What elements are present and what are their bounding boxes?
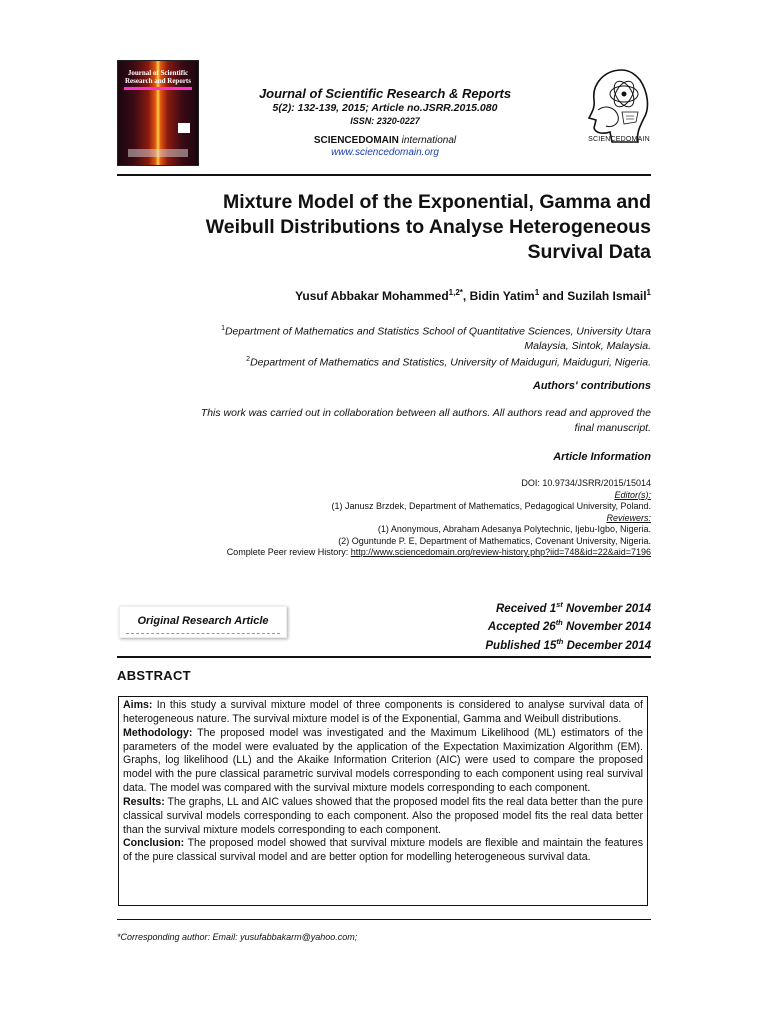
editor-entry: (1) Janusz Brzdek, Department of Mathematics, Pedagogical University, Poland. — [331, 501, 651, 511]
author-list — [117, 288, 651, 303]
date-text: Received 1 — [496, 602, 557, 615]
author-name: Bidin Yatim — [469, 289, 535, 303]
date-text: Published 15 — [485, 639, 557, 652]
journal-title: Journal of Scientific Research & Reports — [258, 86, 512, 101]
affiliation-1 — [117, 322, 651, 339]
received-date — [117, 598, 651, 616]
paper-title — [117, 190, 651, 265]
date-ordinal: th — [556, 636, 564, 646]
article-info — [117, 478, 651, 559]
footnote-divider — [117, 919, 651, 920]
published-date — [117, 635, 651, 653]
affiliation-mark: 1 — [221, 325, 225, 332]
article-info-heading: Article Information — [553, 451, 651, 463]
article-type-label: Original Research Article — [137, 615, 269, 627]
date-text: November 2014 — [562, 621, 651, 634]
doi: DOI: 10.9734/JSRR/2015/15014 — [521, 478, 651, 488]
publisher-line — [220, 134, 550, 147]
cover-band — [124, 87, 192, 90]
author-name: Yusuf Abbakar Mohammed — [295, 289, 449, 303]
paper-title-line: Weibull Distributions to Analyse Heterogeneous — [205, 216, 651, 238]
corresponding-author-footnote: *Corresponding author: Email: yusufabbakarm@yahoo.com; — [117, 932, 358, 942]
author-affiliation-mark: 1 — [534, 288, 540, 297]
paper-title-line: Survival Data — [527, 241, 651, 263]
author-separator: , — [462, 289, 470, 303]
sciencedomain-logo-icon — [582, 64, 656, 146]
affiliation-mark: 2 — [246, 355, 251, 363]
abstract-heading: ABSTRACT — [117, 668, 191, 683]
cover-emblem — [178, 123, 190, 133]
journal-header — [220, 86, 550, 159]
date-ordinal: st — [556, 600, 563, 609]
abstract-label: Aims: — [123, 699, 153, 711]
reviewer-entry: (2) Oguntunde P. E, Department of Mathematics, Covenant University, Nigeria. — [338, 535, 651, 546]
abstract-conclusion — [123, 837, 643, 865]
abstract-label: Conclusion: — [123, 837, 185, 850]
reviewer-entry: (1) Anonymous, Abraham Adesanya Polytechnic, Ijebu-Igbo, Nigeria. — [377, 524, 651, 534]
abstract-aims — [123, 699, 643, 727]
review-history-label: Complete Peer review History: — [226, 547, 351, 557]
affiliation-text: Department of Mathematics and Statistics, University of Maiduguri, Maiduguri, Nigeria. — [250, 356, 651, 368]
accepted-date — [117, 616, 651, 634]
header-divider — [117, 174, 651, 176]
logo-label: SCIENCEDOMAIN — [588, 136, 650, 143]
date-ordinal: th — [555, 618, 563, 628]
publisher-suffix: international — [398, 135, 457, 146]
abstract-text: The graphs, LL and AIC values showed that the proposed model fits the real data better than the pure classical survival models corresponding to each component. Also the proposed model fits the real data better than the survival mixture models corresponding to each component. — [123, 795, 644, 836]
date-text: December 2014 — [563, 639, 651, 652]
abstract-box — [118, 696, 648, 906]
contributions-line: This work was carried out in collaboration between all authors. All authors read and approved the — [200, 407, 651, 419]
publisher-url-link[interactable]: www.sciencedomain.org — [331, 147, 439, 158]
paper-title-line: Mixture Model of the Exponential, Gamma and — [223, 191, 651, 213]
abstract-text: The proposed model showed that survival mixture models are flexible and maintain the features of the pure classical survival model and are better option for modelling heterogeneous survival data. — [123, 837, 643, 864]
contributions-text — [117, 406, 651, 436]
abstract-text: The proposed model was investigated and the Maximum Likelihood (ML) estimators of the parameters of the model were evaluated by the application of the Expectation Maximization Algorithm (EM). Graphs, log likelihood (LL) and the Akaike Information Criterion (AIC) were used to compare the proposed model with the pure classical parametric survival models corresponding to each component using real survival data. The model was compared with the survival mixture models corresponding to each component. — [123, 726, 643, 795]
author-name: Suzilah Ismail — [567, 289, 647, 303]
contributions-heading: Authors' contributions — [532, 380, 651, 392]
publisher-name: SCIENCEDOMAIN — [313, 135, 399, 146]
contributions-line: final manuscript. — [574, 422, 651, 434]
abstract-label: Results: — [123, 795, 165, 808]
abstract-label: Methodology: — [123, 726, 193, 739]
abstract-methodology — [123, 727, 643, 796]
author-separator: and — [539, 289, 568, 303]
date-text: November 2014 — [562, 602, 651, 615]
journal-issn: ISSN: 2320-0227 — [350, 116, 420, 126]
author-affiliation-mark: 1,2* — [448, 288, 463, 297]
section-divider — [117, 656, 651, 658]
journal-cover-image — [117, 60, 199, 166]
review-history — [117, 547, 651, 559]
author-affiliation-mark: 1 — [646, 288, 651, 297]
affiliation-2 — [117, 353, 651, 370]
review-history-link[interactable]: http://www.sciencedomain.org/review-history.php?iid=748&id=22&aid=7196 — [350, 547, 651, 557]
abstract-text: In this study a survival mixture model of three components is considered to analyse survival data of heterogeneous nature. The survival mixture model is of the Exponential, Gamma and Weibull distributions. — [123, 699, 643, 725]
journal-issue-line: 5(2): 132-139, 2015; Article no.JSRR.2015.080 — [272, 102, 498, 114]
date-text: Accepted 26 — [487, 621, 556, 634]
cover-title: Journal of Scientific Research and Reports — [125, 69, 191, 85]
affiliations — [117, 322, 651, 369]
affiliation-text: Department of Mathematics and Statistics School of Quantitative Sciences, University Utara — [224, 325, 651, 338]
abstract-results — [123, 796, 643, 838]
reviewers-label: Reviewers: — [606, 512, 651, 523]
cover-footer-strip — [128, 149, 188, 157]
editors-label: Editor(s): — [614, 489, 651, 500]
publication-dates — [117, 598, 651, 653]
affiliation-1-cont: Malaysia, Sintok, Malaysia. — [524, 339, 651, 352]
